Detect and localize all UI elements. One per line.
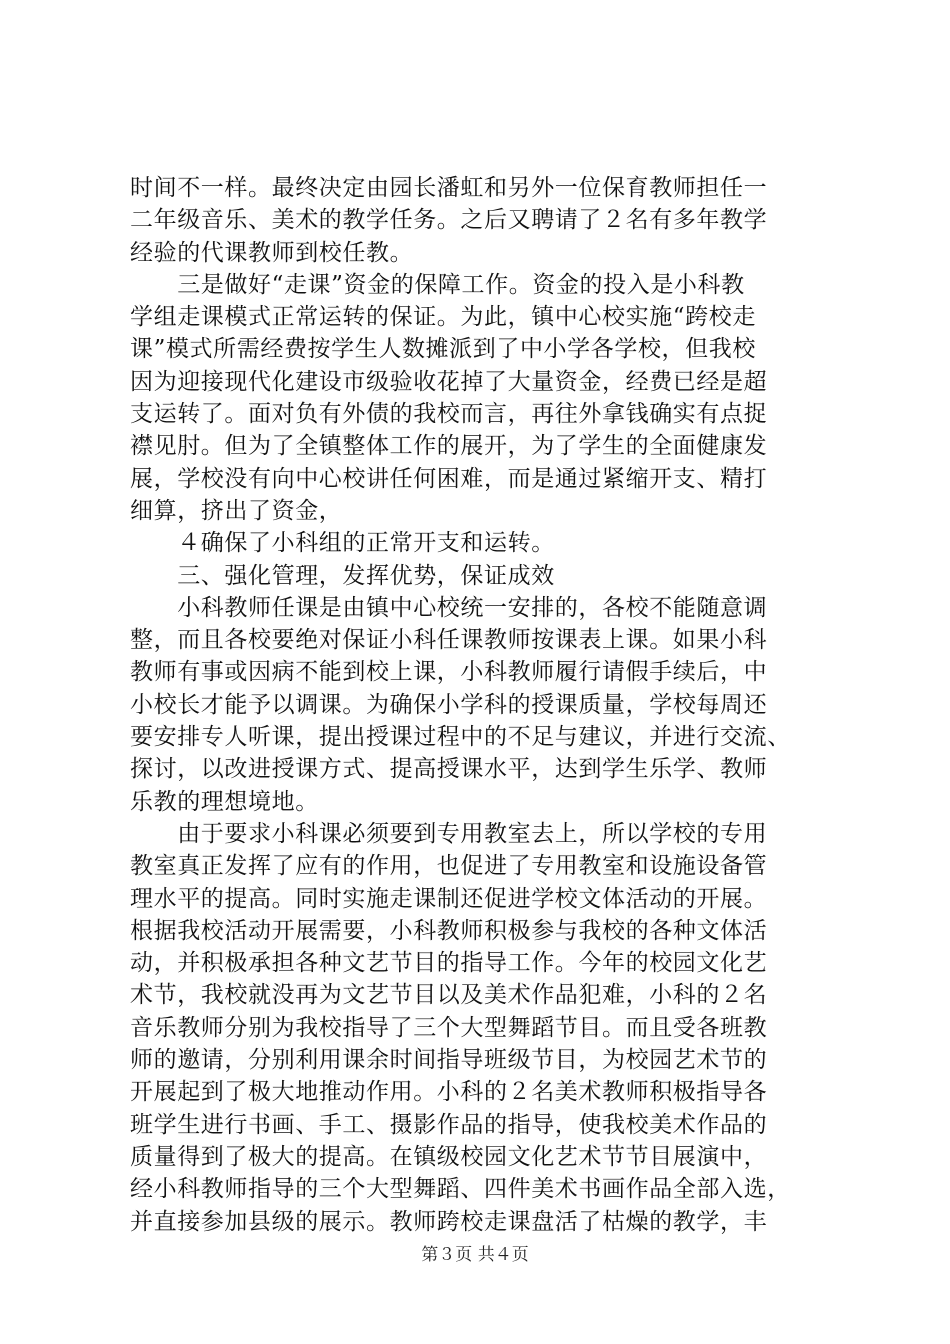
page-number-footer: 第３页 共４页 [421, 1245, 529, 1265]
text-line: 教室真正发挥了应有的作用，也促进了专用教室和设施设备管 [130, 853, 768, 880]
text-line: 小校长才能予以调课。为确保小学科的授课质量，学校每周还 [130, 691, 768, 718]
text-line: 细算，挤出了资金， [130, 497, 343, 524]
text-line: 因为迎接现代化建设市级验收花掉了大量资金，经费已经是超 [130, 368, 768, 395]
section-heading: 三、强化管理，发挥优势，保证成效 [130, 562, 555, 589]
text-line: 探讨，以改进授课方式、提高授课水平，达到学生乐学、教师 [130, 756, 768, 783]
text-line: 并直接参加县级的展示。教师跨校走课盘活了枯燥的教学，丰 [130, 1208, 768, 1235]
text-line: 根据我校活动开展需要，小科教师积极参与我校的各种文体活 [130, 917, 768, 944]
text-line: 班学生进行书画、手工、摄影作品的指导，使我校美术作品的 [130, 1111, 768, 1138]
document-body [130, 172, 830, 1238]
text-line: 经小科教师指导的三个大型舞蹈、四件美术书画作品全部入选， [130, 1176, 791, 1203]
text-line: 三是做好“走课”资金的保障工作。资金的投入是小科教 [130, 271, 745, 298]
text-line: 襟见肘。但为了全镇整体工作的展开，为了学生的全面健康发 [130, 433, 768, 460]
text-line: 二年级音乐、美术的教学任务。之后又聘请了２名有多年教学 [130, 207, 768, 234]
text-line: 要安排专人听课，提出授课过程中的不足与建议，并进行交流、 [130, 724, 791, 751]
text-line: 课”模式所需经费按学生人数摊派到了中小学各学校，但我校 [130, 336, 756, 363]
text-line: 理水平的提高。同时实施走课制还促进学校文体活动的开展。 [130, 885, 768, 912]
text-line: 质量得到了极大的提高。在镇级校园文化艺术节节目展演中， [130, 1143, 768, 1170]
text-line: 教师有事或因病不能到校上课，小科教师履行请假手续后，中 [130, 659, 768, 686]
text-line: 乐教的理想境地。 [130, 788, 319, 815]
text-line: 术节，我校就没再为文艺节目以及美术作品犯难，小科的２名 [130, 982, 768, 1009]
text-line: 整，而且各校要绝对保证小科任课教师按课表上课。如果小科 [130, 627, 768, 654]
text-line: 音乐教师分别为我校指导了三个大型舞蹈节目。而且受各班教 [130, 1014, 768, 1041]
text-line: 动，并积极承担各种文艺节目的指导工作。今年的校园文化艺 [130, 950, 768, 977]
text-line: 小科教师任课是由镇中心校统一安排的，各校不能随意调 [130, 594, 768, 621]
text-line: ４确保了小科组的正常开支和运转。 [130, 530, 555, 557]
text-line: 经验的代课教师到校任教。 [130, 239, 414, 266]
text-line: 由于要求小科课必须要到专用教室去上，所以学校的专用 [130, 820, 768, 847]
text-line: 师的邀请，分别利用课余时间指导班级节目，为校园艺术节的 [130, 1047, 768, 1074]
text-line: 开展起到了极大地推动作用。小科的２名美术教师积极指导各 [130, 1079, 768, 1106]
text-line: 时间不一样。最终决定由园长潘虹和另外一位保育教师担任一 [130, 175, 768, 201]
text-line: 学组走课模式正常运转的保证。为此，镇中心校实施“跨校走 [130, 304, 756, 331]
text-line: 展，学校没有向中心校讲任何困难，而是通过紧缩开支、精打 [130, 465, 768, 492]
text-line: 支运转了。面对负有外债的我校而言，再往外拿钱确实有点捉 [130, 401, 768, 428]
